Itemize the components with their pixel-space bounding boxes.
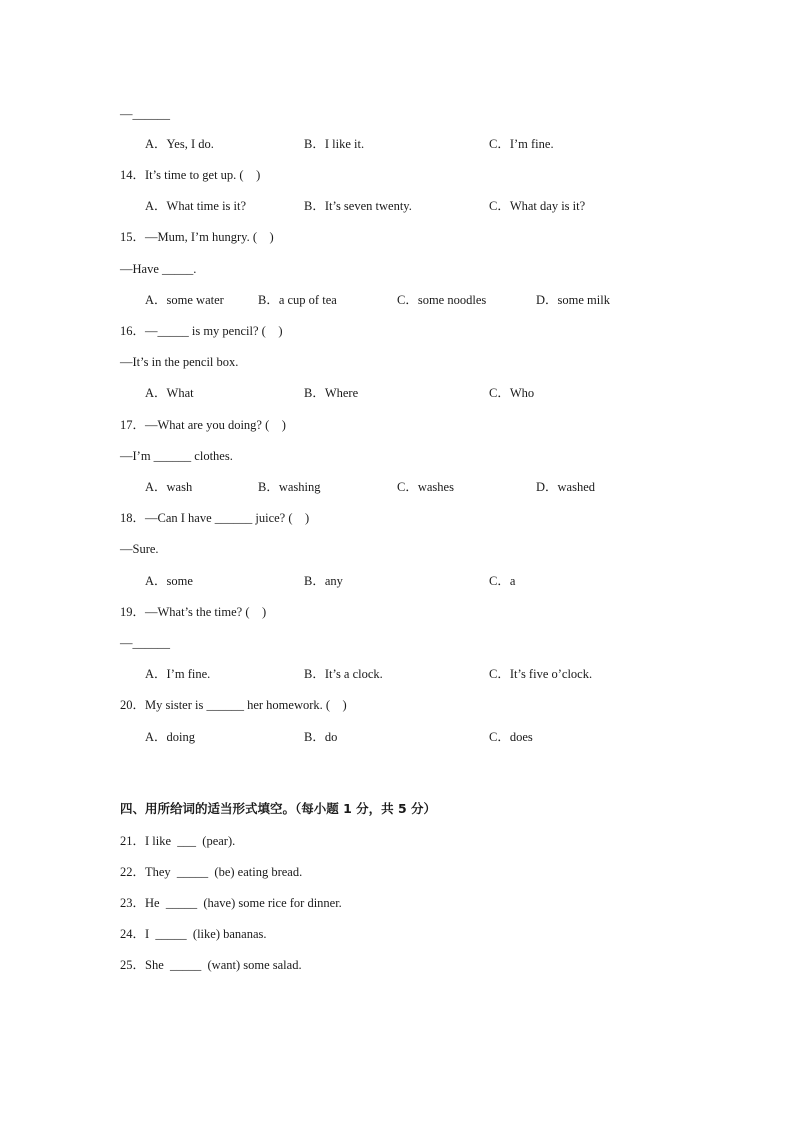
q14-option-a[interactable]: A．What time is it? [145, 199, 247, 213]
q17-option-c[interactable]: C．washes [397, 480, 454, 494]
q19-stem: 19．—What’s the time? ( ) [120, 605, 267, 619]
q15-line2: —Have _____. [120, 262, 197, 276]
q15-stem: 15．—Mum, I’m hungry. ( ) [120, 230, 274, 244]
section4-heading: 四、用所给词的适当形式填空。（每小题 1 分，共 5 分） [120, 801, 437, 816]
q22-item: 22．They _____ (be) eating bread. [120, 865, 303, 879]
q20-option-b[interactable]: B．do [304, 730, 338, 744]
q20-stem: 20．My sister is ______ her homework. ( ) [120, 698, 347, 712]
q13-answer-line: —______ [120, 107, 170, 121]
q21-item: 21．I like ___ (pear). [120, 834, 236, 848]
q19-option-a[interactable]: A．I’m fine. [145, 667, 211, 681]
q20-option-a[interactable]: A．doing [145, 730, 196, 744]
q13-option-a[interactable]: A．Yes, I do. [145, 137, 214, 151]
q25-item: 25．She _____ (want) some salad. [120, 958, 302, 972]
q15-option-d[interactable]: D．some milk [536, 293, 610, 307]
q16-stem: 16．—_____ is my pencil? ( ) [120, 324, 283, 338]
q17-option-b[interactable]: B．washing [258, 480, 321, 494]
q16-option-c[interactable]: C．Who [489, 386, 535, 400]
q19-option-c[interactable]: C．It’s five o’clock. [489, 667, 593, 681]
q17-line2: —I’m ______ clothes. [120, 449, 233, 463]
q15-option-b[interactable]: B．a cup of tea [258, 293, 337, 307]
q14-option-b[interactable]: B．It’s seven twenty. [304, 199, 412, 213]
q18-line2: —Sure. [120, 542, 159, 556]
q17-stem: 17．—What are you doing? ( ) [120, 418, 286, 432]
q20-option-c[interactable]: C．does [489, 730, 533, 744]
q16-line2: —It’s in the pencil box. [120, 355, 239, 369]
q14-option-c[interactable]: C．What day is it? [489, 199, 586, 213]
q16-option-b[interactable]: B．Where [304, 386, 359, 400]
q18-option-a[interactable]: A．some [145, 574, 193, 588]
q15-option-a[interactable]: A．some water [145, 293, 224, 307]
q18-option-c[interactable]: C．a [489, 574, 516, 588]
q19-line2: —______ [120, 636, 170, 650]
q16-option-a[interactable]: A．What [145, 386, 194, 400]
q13-option-c[interactable]: C．I’m fine. [489, 137, 554, 151]
q15-option-c[interactable]: C．some noodles [397, 293, 487, 307]
q23-item: 23．He _____ (have) some rice for dinner. [120, 896, 342, 910]
q14-stem: 14．It’s time to get up. ( ) [120, 168, 261, 182]
q24-item: 24．I _____ (like) bananas. [120, 927, 267, 941]
q17-option-d[interactable]: D．washed [536, 480, 596, 494]
q18-stem: 18．—Can I have ______ juice? ( ) [120, 511, 310, 525]
q13-option-b[interactable]: B．I like it. [304, 137, 365, 151]
q17-option-a[interactable]: A．wash [145, 480, 193, 494]
q19-option-b[interactable]: B．It’s a clock. [304, 667, 383, 681]
q18-option-b[interactable]: B．any [304, 574, 343, 588]
